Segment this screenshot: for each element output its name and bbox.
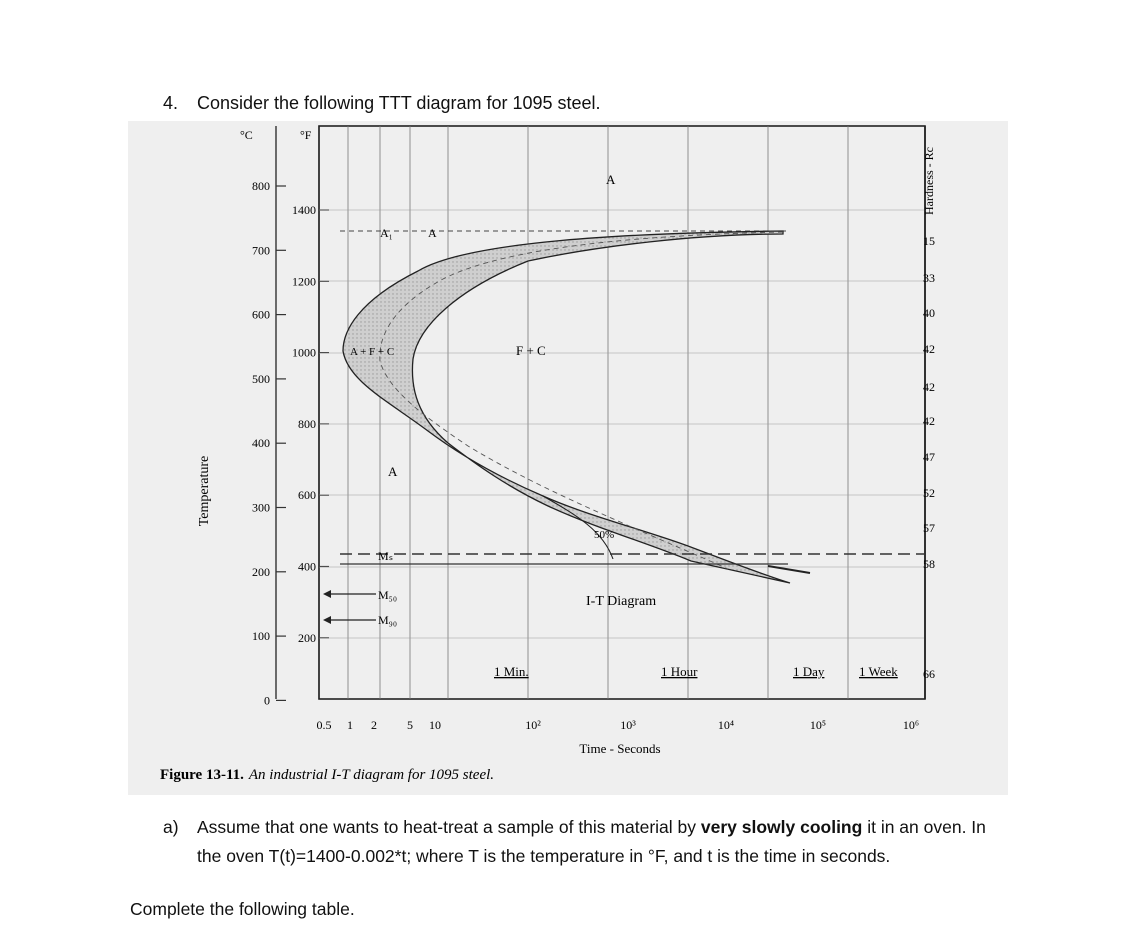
m50-arrowhead bbox=[323, 590, 331, 598]
m90-arrowhead bbox=[323, 616, 331, 624]
hardness-value: 42 bbox=[923, 342, 935, 356]
part-a-label: a) bbox=[163, 817, 179, 837]
hardness-value: 42 bbox=[923, 380, 935, 394]
celsius-tick-label: 300 bbox=[252, 500, 270, 515]
time-tick-label: 5 bbox=[407, 718, 413, 732]
question-text: Consider the following TTT diagram for 1095 steel. bbox=[197, 93, 601, 113]
austenite-top-label: A bbox=[606, 172, 616, 187]
hardness-axis-label: Hardness - Rc bbox=[922, 147, 936, 215]
a1-label: A₁ bbox=[380, 226, 393, 240]
m90-label: M₉₀ bbox=[378, 613, 398, 627]
caption-italic: An industrial I-T diagram for 1095 steel. bbox=[248, 767, 495, 783]
time-tick-label: 0.5 bbox=[316, 718, 332, 732]
part-a-bold: very slowly cooling bbox=[700, 817, 863, 837]
celsius-unit: °C bbox=[240, 128, 253, 142]
question-heading bbox=[163, 93, 601, 114]
austenite-lower-label: A bbox=[388, 464, 398, 479]
hardness-value: 33 bbox=[923, 271, 935, 285]
celsius-tick-label: 600 bbox=[252, 307, 270, 322]
x-axis-label: Time - Seconds bbox=[579, 741, 661, 756]
question-number: 4. bbox=[163, 93, 179, 113]
celsius-tick-group bbox=[252, 179, 286, 707]
ttt-diagram-svg bbox=[128, 121, 1008, 795]
fahrenheit-tick-label: 200 bbox=[298, 630, 316, 645]
fahrenheit-tick-label: 1400 bbox=[292, 203, 316, 217]
time-tick-label: 10³ bbox=[620, 718, 636, 732]
time-tick-label: 10 bbox=[429, 718, 441, 732]
hardness-value: 52 bbox=[923, 486, 935, 500]
one-hour-mark: 1 Hour bbox=[661, 664, 698, 679]
celsius-tick-label: 700 bbox=[252, 243, 270, 258]
time-tick-group bbox=[317, 718, 920, 732]
hardness-value: 66 bbox=[923, 667, 935, 681]
one-minute-mark: 1 Min. bbox=[494, 664, 529, 679]
f-c-label: F + C bbox=[516, 343, 546, 358]
part-a-paragraph bbox=[163, 813, 993, 870]
part-a-text-before: Assume that one wants to heat-treat a sample of this material by bbox=[197, 817, 696, 837]
time-tick-label: 10⁴ bbox=[717, 718, 735, 732]
a-f-c-label: A + F + C bbox=[350, 346, 395, 358]
caption-bold: Figure 13-11. bbox=[160, 767, 244, 783]
it-diagram-title: I-T Diagram bbox=[586, 594, 657, 609]
hardness-value: 40 bbox=[923, 306, 935, 320]
fahrenheit-tick-label: 1000 bbox=[292, 345, 316, 360]
y-axis-label: Temperature bbox=[197, 455, 212, 527]
figure-caption bbox=[160, 767, 494, 783]
time-tick-label: 10⁶ bbox=[902, 718, 920, 732]
fahrenheit-tick-label: 400 bbox=[298, 559, 316, 574]
a-line-label: A bbox=[428, 226, 437, 240]
fifty-percent-label: 50% bbox=[594, 529, 615, 541]
celsius-tick-label: 500 bbox=[252, 371, 270, 386]
fahrenheit-unit: °F bbox=[300, 128, 312, 142]
part-a-text-after: it in an oven. In the oven T(t)=1400-0.002*t; where T is the temperature in °F, and t is the time in seconds. bbox=[197, 817, 986, 866]
celsius-tick-label: 100 bbox=[252, 629, 270, 644]
hardness-value: 15 bbox=[923, 234, 935, 248]
time-tick-label: 2 bbox=[371, 718, 377, 732]
celsius-tick-label: 800 bbox=[252, 179, 270, 193]
one-day-mark: 1 Day bbox=[793, 664, 825, 679]
celsius-tick-label: 200 bbox=[252, 564, 270, 579]
fahrenheit-tick-label: 1200 bbox=[292, 274, 316, 289]
time-tick-label: 10² bbox=[525, 718, 541, 732]
celsius-tick-label: 400 bbox=[252, 436, 270, 451]
hardness-value: 42 bbox=[923, 414, 935, 428]
complete-table-instruction: Complete the following table. bbox=[130, 899, 355, 919]
celsius-tick-label: 0 bbox=[264, 693, 270, 708]
time-tick-label: 1 bbox=[347, 718, 353, 732]
part-a-text bbox=[197, 813, 993, 870]
hardness-value: 58 bbox=[923, 557, 935, 571]
hardness-value: 57 bbox=[923, 521, 935, 535]
hardness-value: 47 bbox=[923, 450, 935, 464]
one-week-mark: 1 Week bbox=[859, 664, 898, 679]
fahrenheit-tick-label: 800 bbox=[298, 416, 316, 431]
ttt-diagram-figure bbox=[128, 121, 1008, 795]
fahrenheit-tick-label: 600 bbox=[298, 488, 316, 503]
time-tick-label: 10⁵ bbox=[809, 718, 827, 732]
m50-label: M₅₀ bbox=[378, 588, 398, 602]
ms-label: Mₛ bbox=[378, 549, 394, 563]
